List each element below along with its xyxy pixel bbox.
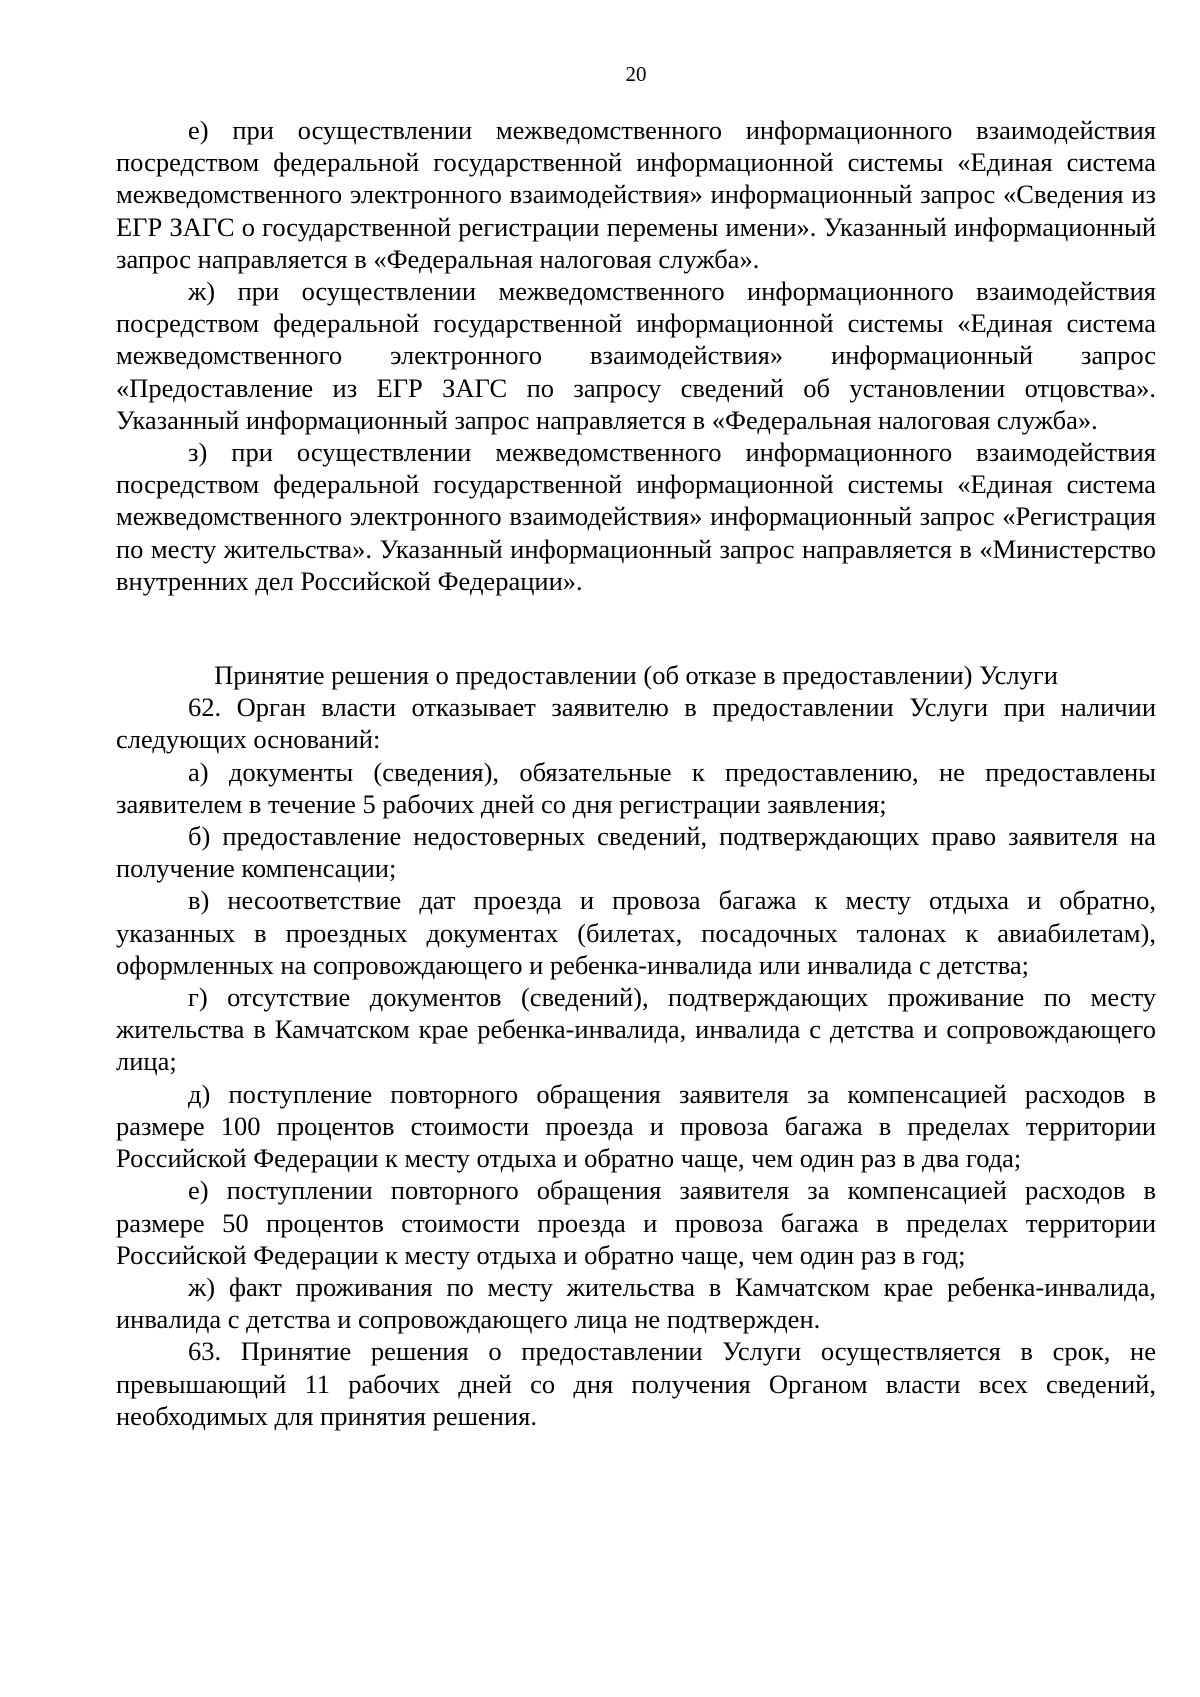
paragraph-62-refusal-grounds: 62. Орган власти отказывает заявителю в предоставлении Услуги при наличии следующих оснований:	[116, 692, 1156, 755]
paragraph-d-repeat-100-percent: д) поступление повторного обращения заявителя за компенсацией расходов в размере 100 процентов стоимости проезда и провоза багажа в пределах территории Российской Федерации к месту отдыха и обратно чаще, чем один раз в два года;	[116, 1078, 1156, 1174]
paragraph-v-date-mismatch: в) несоответствие дат проезда и провоза багажа к месту отдыха и обратно, указанных в проездных документах (билетах, посадочных талонах к авиабилетам), оформленных на сопровождающего и ребенка-инвалида или инвалида с детства;	[116, 885, 1156, 980]
paragraph-b-false-information: б) предоставление недостоверных сведений, подтверждающих право заявителя на получение компенсации;	[116, 821, 1156, 884]
paragraph-zh-paternity: ж) при осуществлении межведомственного информационного взаимодействия посредством федеральной государственной информационной системы «Единая система межведомственного электронного взаимодействия» информационный запрос «Предоставление из ЕГР ЗАГС по запросу сведений об установлении отцовства». Указанный информационный запрос направляется в «Федеральная налоговая служба».	[116, 276, 1156, 435]
paragraph-e-egr-zags-name-change: е) при осуществлении межведомственного информационного взаимодействия посредством федеральной государственной информационной системы «Единая система межведомственного электронного взаимодействия» информационный запрос «Сведения из ЕГР ЗАГС о государственной регистрации перемены имени». Указанный информационный запрос направляется в «Федеральная налоговая служба».	[116, 115, 1156, 274]
paragraph-63-decision-term: 63. Принятие решения о предоставлении Услуги осуществляется в срок, не превышающий 11 рабочих дней со дня получения Органом власти всех сведений, необходимых для принятия решения.	[116, 1336, 1156, 1431]
page-number: 20	[625, 62, 647, 86]
paragraph-e-repeat-50-percent: е) поступлении повторного обращения заявителя за компенсацией расходов в размере 50 процентов стоимости проезда и провоза багажа в пределах территории Российской Федерации к месту отдыха и обратно чаще, чем один раз в год;	[116, 1175, 1156, 1270]
paragraph-g-no-residence-documents: г) отсутствие документов (сведений), подтверждающих проживание по месту жительства в Камчатском крае ребенка-инвалида, инвалида с детства и сопровождающего лица;	[116, 982, 1156, 1077]
paragraph-zh-residence-not-confirmed: ж) факт проживания по месту жительства в Камчатском крае ребенка-инвалида, инвалида с детства и сопровождающего лица не подтвержден.	[116, 1271, 1156, 1335]
paragraph-a-documents-not-provided: а) документы (сведения), обязательные к предоставлению, не предоставлены заявителем в течение 5 рабочих дней со дня регистрации заявления;	[116, 756, 1156, 819]
document-page	[116, 62, 1156, 1432]
paragraph-z-residence-registration: з) при осуществлении межведомственного информационного взаимодействия посредством федеральной государственной информационной системы «Единая система межведомственного электронного взаимодействия» информационный запрос «Регистрация по месту жительства». Указанный информационный запрос направляется в «Министерство внутренних дел Российской Федерации».	[116, 437, 1156, 596]
section-heading: Принятие решения о предоставлении (об отказе в предоставлении) Услуги	[214, 660, 1058, 691]
